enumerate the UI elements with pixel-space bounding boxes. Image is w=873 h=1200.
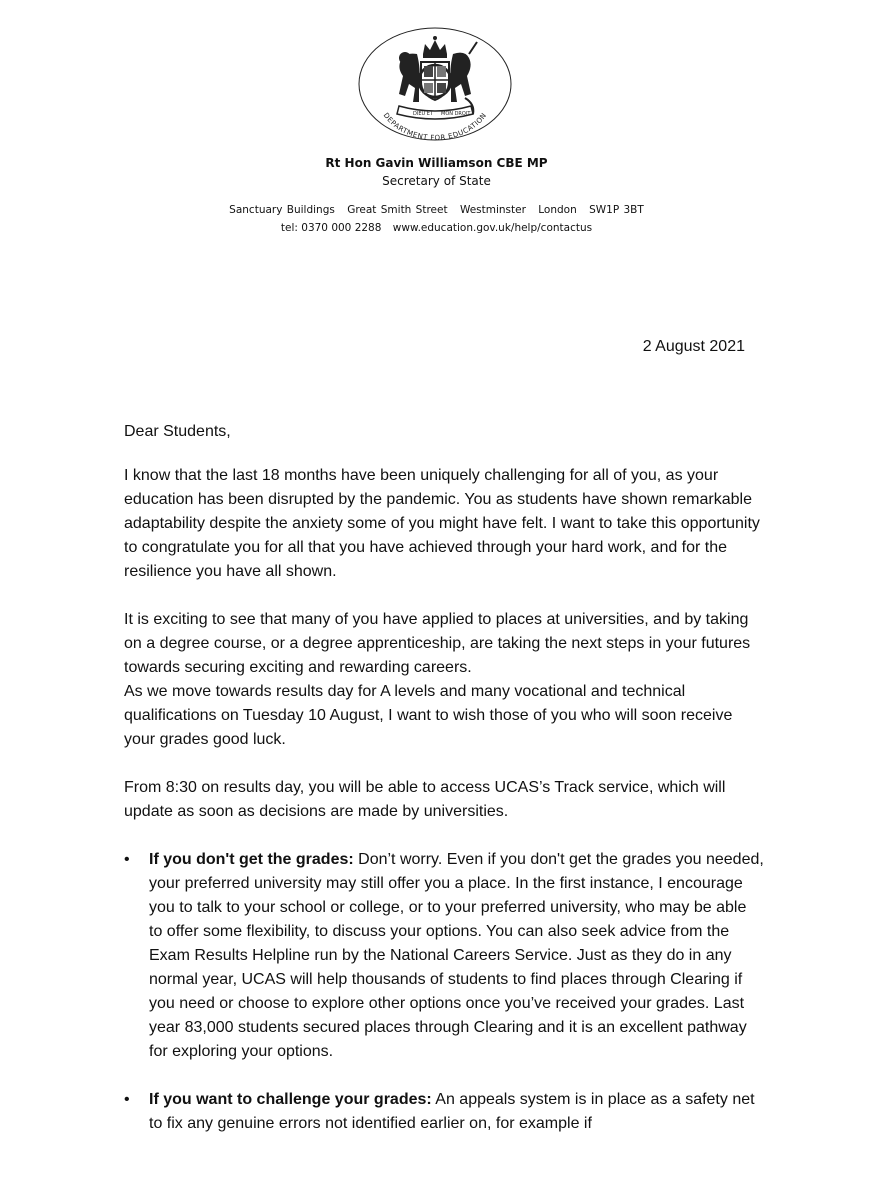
- paragraph-3: As we move towards results day for A levels and many vocational and technical qualifications on Tuesday 10 August, I want to wish those of you who will soon receive your grades good luck.: [124, 683, 733, 748]
- address-city: London: [538, 204, 577, 216]
- sender-address: [0, 204, 873, 216]
- bullet-text: Don’t worry. Even if you don't get the grades you needed, your preferred university may still offer you a place. In the first instance, I encourage you to talk to your school or college, or to your preferred university, who may be able to offer some flexibility, to discuss your options. You can also seek advice from the Exam Results Helpline run by the National Careers Service. Just as they do in any normal year, UCAS will help thousands of students to find places through Clearing if you need or choose to explore other options once you’ve received your grades. Last year 83,000 students secured places through Clearing and it is an excellent pathway for exploring your options.: [149, 851, 764, 1060]
- sender-web: www.education.gov.uk/help/contactus: [392, 222, 593, 234]
- motto-left: DIEU ET: [413, 111, 433, 117]
- letter-body: [124, 420, 764, 1160]
- motto-right: MON DROIT: [441, 111, 471, 117]
- bullet-marker: •: [124, 1091, 130, 1108]
- sender-contact: [0, 222, 873, 234]
- sender-name: Rt Hon Gavin Williamson CBE MP: [325, 156, 548, 170]
- sender-tel: tel: 0370 000 2288: [280, 222, 382, 234]
- letter-date: 2 August 2021: [642, 338, 745, 355]
- bullet-marker: •: [124, 851, 130, 868]
- sender-title: Secretary of State: [382, 174, 491, 188]
- bullet-item: [124, 848, 764, 1064]
- paragraph-2: It is exciting to see that many of you have applied to places at universities, and by taking on a degree course, or a degree apprenticeship, are taking the next steps in your futures towards securing exciting and rewarding careers.: [124, 611, 751, 676]
- bullet-heading: If you want to challenge your grades:: [149, 1091, 432, 1108]
- salutation: Dear Students,: [124, 423, 231, 440]
- royal-coat-of-arms-icon: [355, 24, 515, 144]
- address-area: Westminster: [459, 204, 526, 216]
- paragraph-1: I know that the last 18 months have been uniquely challenging for all of you, as your education has been disrupted by the pandemic. You as students have shown remarkable adaptability despite the anxiety some of you might have felt. I want to take this opportunity to congratulate you for all that you have achieved through your hard work, and for the resilience you have all shown.: [124, 467, 760, 580]
- paragraph-4: From 8:30 on results day, you will be able to access UCAS’s Track service, which will update as soon as decisions are made by universities.: [124, 779, 726, 820]
- bullet-list: [124, 848, 764, 1136]
- bullet-heading: If you don't get the grades:: [149, 851, 354, 868]
- address-postcode: SW1P 3BT: [589, 204, 644, 216]
- bullet-text: An appeals system is in place as a safety net to fix any genuine errors not identified earlier on, for example if: [149, 1091, 755, 1132]
- department-crest: [355, 24, 515, 144]
- crest-arc-text: DEPARTMENT FOR EDUCATION: [381, 111, 489, 143]
- lion-supporter-icon: [399, 52, 420, 102]
- unicorn-supporter-icon: [450, 42, 477, 114]
- address-street: Great Smith Street: [347, 204, 448, 216]
- bullet-item: [124, 1088, 764, 1136]
- address-building: Sanctuary Buildings: [229, 204, 335, 216]
- crown-icon: [423, 36, 447, 58]
